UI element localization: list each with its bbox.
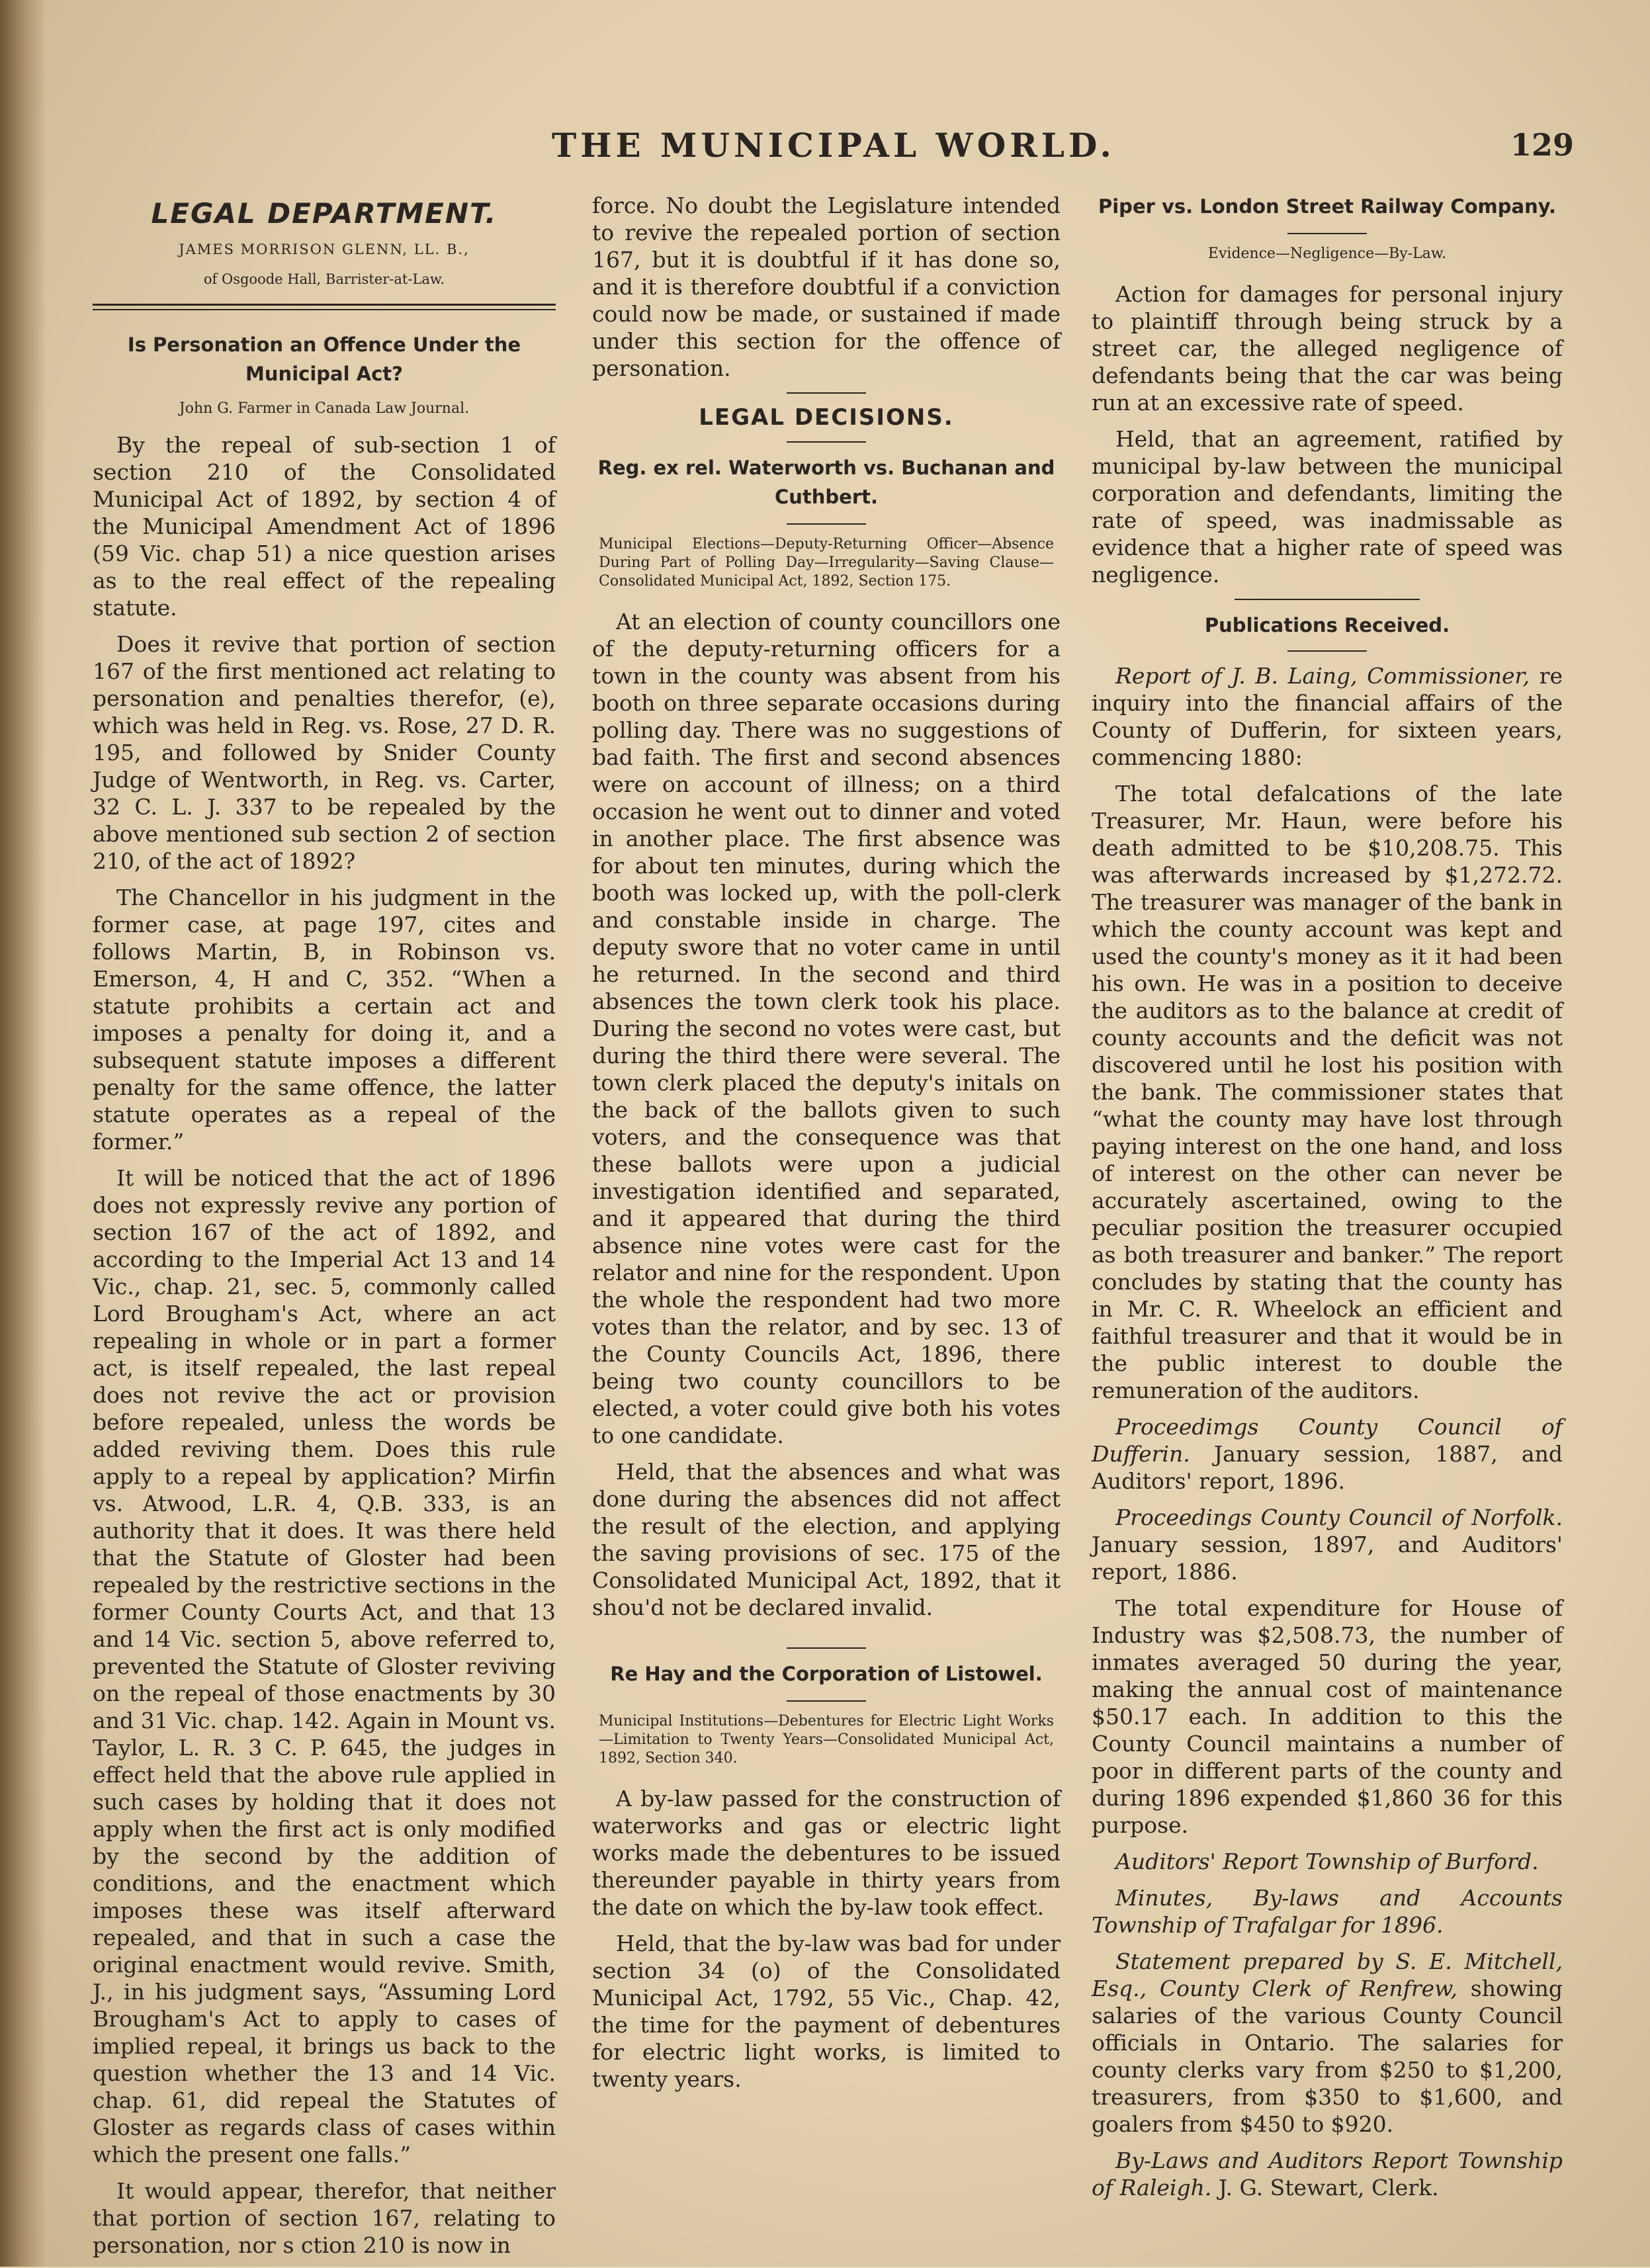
article-continuation: force. No doubt the Legislature intended to revive the repealed portion of section 167, but it is doubtful if it has done so, and it is therefore doubtful if a conviction could now be made, or sustained if made under this section for the offence of personation. — [592, 193, 1061, 381]
case-paragraph: Held, that the absences and what was done during the absences did not affect the result of the election, and applying the saving provisions of sec. 175 of the Consolidated Municipal Act, 1892, that it shou'd not be declared invalid. — [592, 1459, 1061, 1620]
case-headnote: Municipal Elections—Deputy-Returning Officer—Absence During Part of Polling Day—Irregularity—Saving Clause—Consolidated Municipal Act, 1892, Section 175. — [599, 536, 1054, 589]
column-2 — [592, 192, 1061, 2102]
double-divider — [93, 304, 556, 310]
case-paragraph: Action for damages for personal injury to plaintiff through being struck by a street car, the alleged negligence of defendants being that the car was being run at an excessive rate of speed. — [1092, 281, 1563, 415]
book-spine-shadow — [0, 0, 46, 2267]
page-header-title: THE MUNICIPAL WORLD. — [552, 126, 1115, 165]
publication-text: J. G. Stewart, Clerk. — [1211, 2175, 1439, 2201]
case-headnote: Evidence—Negligence—By-Law. — [1207, 245, 1447, 262]
section-divider — [787, 441, 866, 443]
publication-entry — [1092, 1848, 1563, 1875]
editor-byline: JAMES MORRISON GLENN, LL. B., — [179, 241, 470, 257]
legal-department-title: LEGAL DEPARTMENT. — [151, 197, 498, 230]
article-paragraph: It will be noticed that the act of 1896 does not expressly revive any portion of section 167 of the act of 1892, and according to the Imperial Act 13 and 14 Vic., chap. 21, sec. 5, commonly called Lord Brougham's Act, where an act repealing in whole or in part a former act, is itself repealed, the last repeal does not revive the act or provision before repealed, unless the words be added reviving them. Does this rule apply to a repeal by application? Mirfin vs. Atwood, L.R. 4, Q.B. 333, is an authority that it does. It was there held that the Statute of Gloster had been repealed by the restrictive sections in the former County Courts Act, and that 13 and 14 Vic. section 5, above referred to, prevented the Statute of Gloster reviving on the repeal of those enactments by 30 and 31 Vic. chap. 142. Again in Mount vs. Taylor, L. R. 3 C. P. 645, the judges in effect held that the above rule applied in such cases by holding that it does not apply when the first act is only modified by the second by the addition of conditions, and the enactment which imposes these was itself afterward repealed, and that in such a case the original enactment would revive. Smith, J., in his judgment says, “Assuming Lord Brougham's Act to apply to cases of implied repeal, it brings us back to the question whether the 13 and 14 Vic. chap. 61, did repeal the Statutes of Gloster as regards class of cases within which the present one falls.” — [93, 1165, 556, 2167]
case-divider — [787, 1647, 866, 1649]
article-paragraph: It would appear, therefor, that neither that portion of section 167, relating to personation, nor s ction 210 is now in — [93, 2178, 556, 2258]
case-headnote: Municipal Institutions—Debentures for Electric Light Works—Limitation to Twenty Years—Consolidated Municipal Act, 1892, Section 340. — [599, 1713, 1054, 1766]
case-title: Reg. ex rel. Waterworth vs. Buchanan and Cuthbert. — [597, 457, 1055, 508]
publication-text: re inquiry into the financial affairs of the County of Dufferin, for sixteen years, commencing 1880: — [1092, 663, 1563, 770]
case-paragraph: Held, that an agreement, ratified by municipal by-law between the municipal corporation and defendants, limiting the rate of speed, was inadmissable as evidence that a higher rate of speed was negligence. — [1092, 426, 1563, 588]
section-divider — [787, 392, 866, 394]
column-3 — [1092, 192, 1563, 2210]
case-paragraph: Held, that the by-law was bad for under section 34 (o) of the Consolidated Municipal Act, 1792, 55 Vic., Chap. 42, the time for the payment of debentures for electric light works, is limited to twenty years. — [592, 1931, 1061, 2092]
publication-title: Minutes, By-laws and Accounts Township of Trafalgar for 1896. — [1092, 1885, 1563, 1938]
publication-entry — [1092, 1504, 1563, 1585]
column-1 — [93, 192, 556, 2268]
editor-affiliation: of Osgoode Hall, Barrister-at-Law. — [203, 271, 445, 287]
article-title: Is Personation an Offence Under the Municipal Act? — [127, 333, 521, 385]
publication-title: By-Laws and Auditors Report Township of Raleigh. — [1092, 2148, 1563, 2201]
publication-text: January session, 1887, and Auditors' report, 1896. — [1092, 1441, 1563, 1494]
publications-received-title: Publications Received. — [1204, 614, 1450, 636]
publication-text: showing salaries of the various County Council officials in Ontario. The salaries for county clerks vary from $250 to $1,200, treasurers, from $350 to $1,600, and goalers from $450 to $920. — [1092, 1976, 1563, 2137]
page-number: 129 — [1510, 127, 1575, 163]
case-title: Piper vs. London Street Railway Company. — [1098, 195, 1557, 218]
case-divider — [787, 523, 866, 525]
section-divider — [1287, 650, 1367, 652]
publication-title: Proceedings County Council of Norfolk. — [1115, 1505, 1563, 1530]
case-title: Re Hay and the Corporation of Listowel. — [610, 1663, 1043, 1685]
case-paragraph: A by-law passed for the construction of waterworks and gas or electric light works made the debentures to be issued thereunder payable in thirty years from the date on which the by-law took effect. — [592, 1786, 1061, 1920]
publication-text: The total defalcations of the late Treasurer, Mr. Haun, were before his death admitted to be $10,208.75. This was afterwards increased by $1,272.72. The treasurer was manager of the bank in which the county account was kept and used the county's money as it it had been his own. He was in a position to deceive the auditors as to the balance at credit of county accounts and the deficit was not discovered until he lost his position with the bank. The commissioner states that “what the county may have lost through paying interest on the one hand, and loss of interest on the other can never be accurately ascertained, owing to the peculiar position the treasurer occupied as both treasurer and banker.” The report concludes by stating that the county has in Mr. C. R. Wheelock an efficient and faithful treasurer and that it would be in the public interest to double the remuneration of the auditors. — [1092, 781, 1563, 1403]
publication-title: Proceedimgs County Council of Dufferin. — [1092, 1414, 1563, 1467]
publications-list — [1092, 662, 1563, 2201]
publication-text: January session, 1897, and Auditors' report, 1886. — [1092, 1532, 1563, 1585]
publication-entry — [1092, 1884, 1563, 1939]
publication-text: The total expenditure for House of Industry was $2,508.73, the number of inmates averaged 50 during the year, making the annual cost of maintenance $50.17 each. In addition to this the County Council maintains a number of poor in different parts of the county and during 1896 expended $1,860 36 for this purpose. — [1092, 1595, 1563, 1838]
publication-title: Statement prepared by S. E. Mitchell, Esq., County Clerk of Renfrew, — [1092, 1948, 1563, 2001]
publication-entry — [1092, 780, 1563, 1404]
publication-entry — [1092, 662, 1563, 771]
publication-entry — [1092, 1594, 1563, 1839]
article-paragraph: Does it revive that portion of section 167 of the first mentioned act relating to personation and penalties therefor, (e), which was held in Reg. vs. Rose, 27 D. R. 195, and followed by Snider County Judge of Wentworth, in Reg. vs. Carter, 32 C. L. J. 337 to be repealed by the above mentioned sub section 2 of section 210, of the act of 1892? — [93, 631, 556, 874]
publication-entry — [1092, 1413, 1563, 1495]
section-divider — [1235, 599, 1420, 600]
publication-entry — [1092, 1948, 1563, 2138]
article-paragraph: The Chancellor in his judgment in the former case, at page 197, cites and follows Martin, B, in Robinson vs. Emerson, 4, H and C, 352. “When a statute prohibits a certain act and imposes a penalty for doing it, and a subsequent statute imposes a different penalty for the same offence, the latter statute operates as a repeal of the former.” — [93, 885, 556, 1155]
publication-title: Report of J. B. Laing, Commissioner, — [1115, 663, 1530, 689]
case-divider — [787, 1700, 866, 1702]
publication-title: Auditors' Report Township of Burford. — [1115, 1849, 1539, 1874]
case-divider — [1287, 233, 1367, 234]
publication-entry — [1092, 2147, 1563, 2201]
legal-decisions-title: LEGAL DECISIONS. — [699, 404, 954, 431]
article-paragraph: By the repeal of sub-section 1 of section 210 of the Consolidated Municipal Act of 1892, by section 4 of the Municipal Amendment Act of 1896 (59 Vic. chap 51) a nice question arises as to the real effect of the repealing statute. — [93, 432, 556, 621]
article-source: John G. Farmer in Canada Law Journal. — [179, 400, 470, 417]
case-paragraph: At an election of county councillors one of the deputy-returning officers for a town in the county was absent from his booth on three separate occasions during polling day. There was no suggestions of bad faith. The first and second absences were on account of illness; on a third occasion he went out to dinner and voted in another place. The first absence was for about ten minutes, during which the booth was locked up, with the poll-clerk and constable inside in charge. The deputy swore that no voter came in until he returned. In the second and third absences the town clerk took his place. During the second no votes were cast, but during the third there were several. The town clerk placed the deputy's initals on the back of the ballots given to such voters, and the consequence was that these ballots were upon a judicial investigation identified and separated, and it appeared that during the third absence nine votes were cast for the relator and nine for the respondent. Upon the whole the respondent had two more votes than the relator, and by sec. 13 of the County Councils Act, 1896, there being two county councillors to be elected, a voter could give both his votes to one candidate. — [592, 609, 1061, 1448]
